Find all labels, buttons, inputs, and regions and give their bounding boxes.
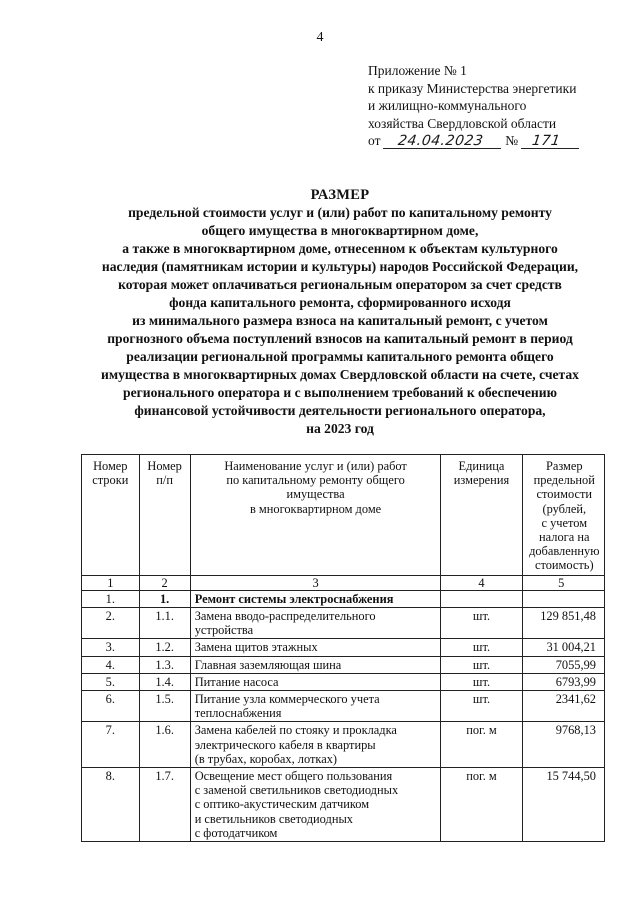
number-label: № [505,133,519,148]
table-row [82,673,605,690]
cell-price: 7055,99 [522,656,604,673]
cell-line-number: 4. [82,656,140,673]
title-line: прогнозного объема поступлений взносов на капитальный ремонт в период [107,331,573,346]
header-text: Номер [147,459,182,473]
cell-line-number: 2. [82,608,140,639]
service-name-line: Питание насоса [194,674,279,689]
cell-price: 31 004,21 [522,639,604,656]
title-line: реализации региональной программы капитального ремонта общего [126,349,554,364]
cell-line-number: 6. [82,691,140,722]
cell-unit: пог. м [441,722,522,768]
cell-price [522,590,604,607]
cell-unit: шт. [441,639,522,656]
cell-unit: шт. [441,608,522,639]
cell-unit: шт. [441,673,522,690]
header-unit [441,455,522,576]
header-line-number [82,455,140,576]
header-text: добавленную [529,544,600,559]
appendix-line: хозяйства Свердловской области [368,115,557,131]
cell-line-number: 8. [82,768,140,842]
appendix-line: Приложение № 1 [368,63,467,78]
title-line: регионального оператора и с выполнением требований к обеспечению [123,385,557,400]
column-number-row [82,575,605,590]
table-row [82,590,605,607]
cell-price: 6793,99 [522,673,604,690]
page-number: 4 [316,30,324,45]
header-text: строки [92,473,129,488]
cell-item-number: 1.4. [139,673,190,690]
header-text: предельной [533,473,595,488]
appendix-line: и жилищно-коммунального [368,98,527,113]
cell-line-number: 5. [82,673,140,690]
header-text: измерения [453,473,510,488]
service-name-line: с заменой светильников светодиодных [194,783,399,798]
service-name-line: с фотодатчиком [194,825,278,840]
cell-unit [441,590,522,607]
service-name-line: Питание узла коммерческого учета [194,692,380,707]
header-text: стоимости [536,487,592,502]
header-text: налога на [539,530,590,545]
cell-price: 129 851,48 [522,608,604,639]
cell-service-name [190,639,441,656]
table-row [82,608,605,639]
column-number: 5 [522,575,604,590]
service-name-line: теплоснабжения [194,706,282,721]
cell-service-name [190,656,441,673]
header-text: в многоквартирном доме [249,501,382,516]
service-name-line: с оптико-акустическим датчиком [194,797,370,812]
cell-item-number: 1.7. [139,768,190,842]
table-body [82,590,605,841]
handwritten-date: 24.04.2023 [383,134,503,149]
header-text: (рублей, [542,501,587,516]
header-text: Размер [545,459,583,473]
column-number: 3 [190,575,441,590]
header-text: по капитальному ремонту общего [226,473,405,488]
service-name-line: устройства [194,623,254,638]
title-line: общего имущества в многоквартирном доме, [201,223,479,238]
title-line: на 2023 год [306,421,374,436]
header-text: с учетом [541,515,588,530]
title-line: финансовой устойчивости деятельности регионального оператора, [134,403,546,418]
cell-line-number: 3. [82,639,140,656]
header-text: Наименование услуг и (или) работ [224,459,407,473]
header-text: п/п [156,473,173,488]
price-table [81,454,605,842]
table-row [82,656,605,673]
title-line: из минимального размера взноса на капитальный ремонт, с учетом [132,313,548,328]
service-name-line: и светильников светодиодных [194,811,353,826]
header-text: Единица [458,459,505,473]
service-name-line: электрического кабеля в квартиры [194,737,376,752]
service-name-line: Замена вводо-распределительного [194,609,376,624]
title-line: имущества в многоквартирных домах Свердловской области на счете, счетах [101,367,579,382]
document-title [60,186,620,438]
cell-unit: шт. [441,691,522,722]
cell-service-name [190,673,441,690]
title-line: предельной стоимости услуг и (или) работ по капитальному ремонту [128,205,552,220]
appendix-block [368,62,628,150]
service-name-line: Замена щитов этажных [194,640,318,655]
appendix-line: к приказу Министерства энергетики [368,80,577,96]
table-row [82,691,605,722]
cell-service-name [190,691,441,722]
cell-item-number: 1.2. [139,639,190,656]
cell-service-name [190,722,441,768]
header-text: стоимость) [534,558,594,573]
table-row [82,768,605,842]
service-name-line: (в трубах, коробах, лотках) [194,751,338,766]
cell-line-number: 7. [82,722,140,768]
column-number: 1 [82,575,140,590]
cell-item-number: 1.3. [139,656,190,673]
cell-service-name [190,608,441,639]
header-price [522,455,604,576]
title-line: наследия (памятникам истории и культуры) народов Российской Федерации, [101,259,579,274]
column-number: 2 [139,575,190,590]
title-line: фонда капитального ремонта, сформированного исходя [169,295,511,310]
cell-service-name [190,768,441,842]
cell-item-number: 1.1. [139,608,190,639]
cell-line-number: 1. [82,590,140,607]
from-label: от [368,133,381,148]
cell-price: 2341,62 [522,691,604,722]
service-name-line: Замена кабелей по стояку и прокладка [194,723,397,738]
cell-unit: пог. м [441,768,522,842]
service-name-line: Ремонт системы электроснабжения [194,591,394,606]
table-header-row [82,455,605,576]
handwritten-number: 171 [520,134,580,149]
header-text: имущества [286,487,345,502]
header-item-number [139,455,190,576]
column-number: 4 [441,575,522,590]
cell-price: 9768,13 [522,722,604,768]
table-row [82,722,605,768]
cell-item-number: 1.5. [139,691,190,722]
header-service-name [190,455,441,576]
header-text: Номер [93,459,128,473]
service-name-line: Освещение мест общего пользования [194,769,393,784]
title-main: РАЗМЕР [310,187,370,203]
title-line: а также в многоквартирном доме, отнесенном к объектам культурного [122,241,558,256]
table-row [82,639,605,656]
cell-item-number: 1. [139,590,190,607]
appendix-date-line [368,132,628,150]
service-name-line: Главная заземляющая шина [194,657,342,672]
cell-service-name [190,590,441,607]
cell-item-number: 1.6. [139,722,190,768]
cell-price: 15 744,50 [522,768,604,842]
title-line: которая может оплачиваться региональным оператором за счет средств [118,277,562,292]
cell-unit: шт. [441,656,522,673]
